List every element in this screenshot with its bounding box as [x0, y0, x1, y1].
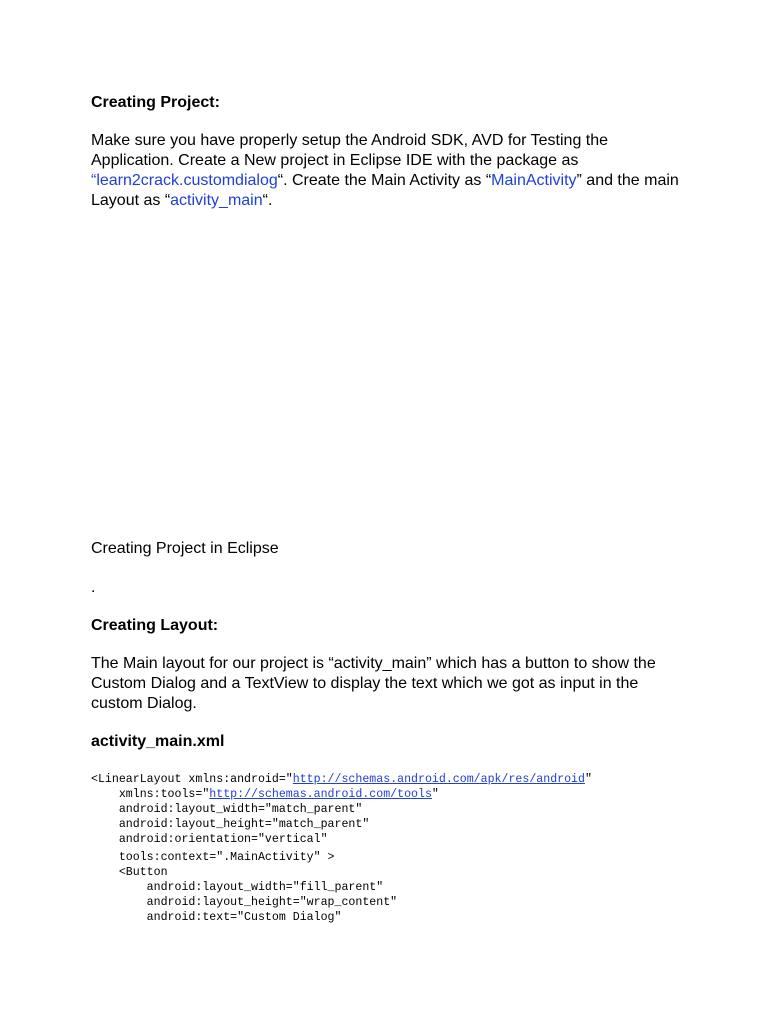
- para-text-1: Make sure you have properly setup the Android SDK, AVD for Testing the Application. Create a New project in Eclipse IDE with the package as: [91, 132, 609, 169]
- section-heading-creating-project: Creating Project:: [91, 94, 220, 111]
- code-text: <LinearLayout xmlns:android=": [91, 773, 293, 786]
- code-line: android:text="Custom Dialog": [91, 911, 342, 924]
- code-line: android:layout_width="fill_parent": [91, 881, 384, 894]
- para-text-3: ” and the main Layout as “: [91, 172, 679, 209]
- quote-open: “: [91, 172, 97, 189]
- para-text-4: “.: [262, 192, 273, 209]
- code-line: android:layout_width="match_parent": [91, 803, 363, 816]
- code-line: android:layout_height="match_parent": [91, 818, 370, 831]
- code-link-android[interactable]: http://schemas.android.com/apk/res/android: [292, 773, 585, 786]
- layout-name: activity_main: [170, 192, 263, 209]
- code-line: [91, 772, 731, 787]
- package-name: learn2crack.customdialog: [96, 172, 278, 189]
- code-line: android:layout_height="wrap_content": [91, 896, 398, 909]
- code-line: <Button: [91, 866, 168, 879]
- file-heading: activity_main.xml: [91, 733, 225, 750]
- creating-project-paragraph: [91, 131, 691, 211]
- code-block: [91, 772, 731, 925]
- code-text: xmlns:tools=": [91, 788, 210, 801]
- para-text-2: “. Create the Main Activity as “: [277, 172, 492, 189]
- code-line: [91, 787, 731, 802]
- stray-dot: .: [91, 579, 96, 596]
- creating-layout-paragraph: The Main layout for our project is “activity_main” which has a button to show the Custom Dialog and a TextView to display the text which we got as input in the custom Dialog.: [91, 655, 656, 712]
- activity-name: MainActivity: [491, 172, 577, 189]
- section-heading-creating-layout: Creating Layout:: [91, 617, 219, 634]
- code-link-tools[interactable]: http://schemas.android.com/tools: [209, 788, 432, 801]
- figure-caption: Creating Project in Eclipse: [91, 540, 279, 557]
- code-text: ": [431, 788, 439, 801]
- code-line: android:orientation="vertical": [91, 833, 328, 846]
- code-line: tools:context=".MainActivity" >: [91, 851, 335, 864]
- code-text: ": [584, 773, 592, 786]
